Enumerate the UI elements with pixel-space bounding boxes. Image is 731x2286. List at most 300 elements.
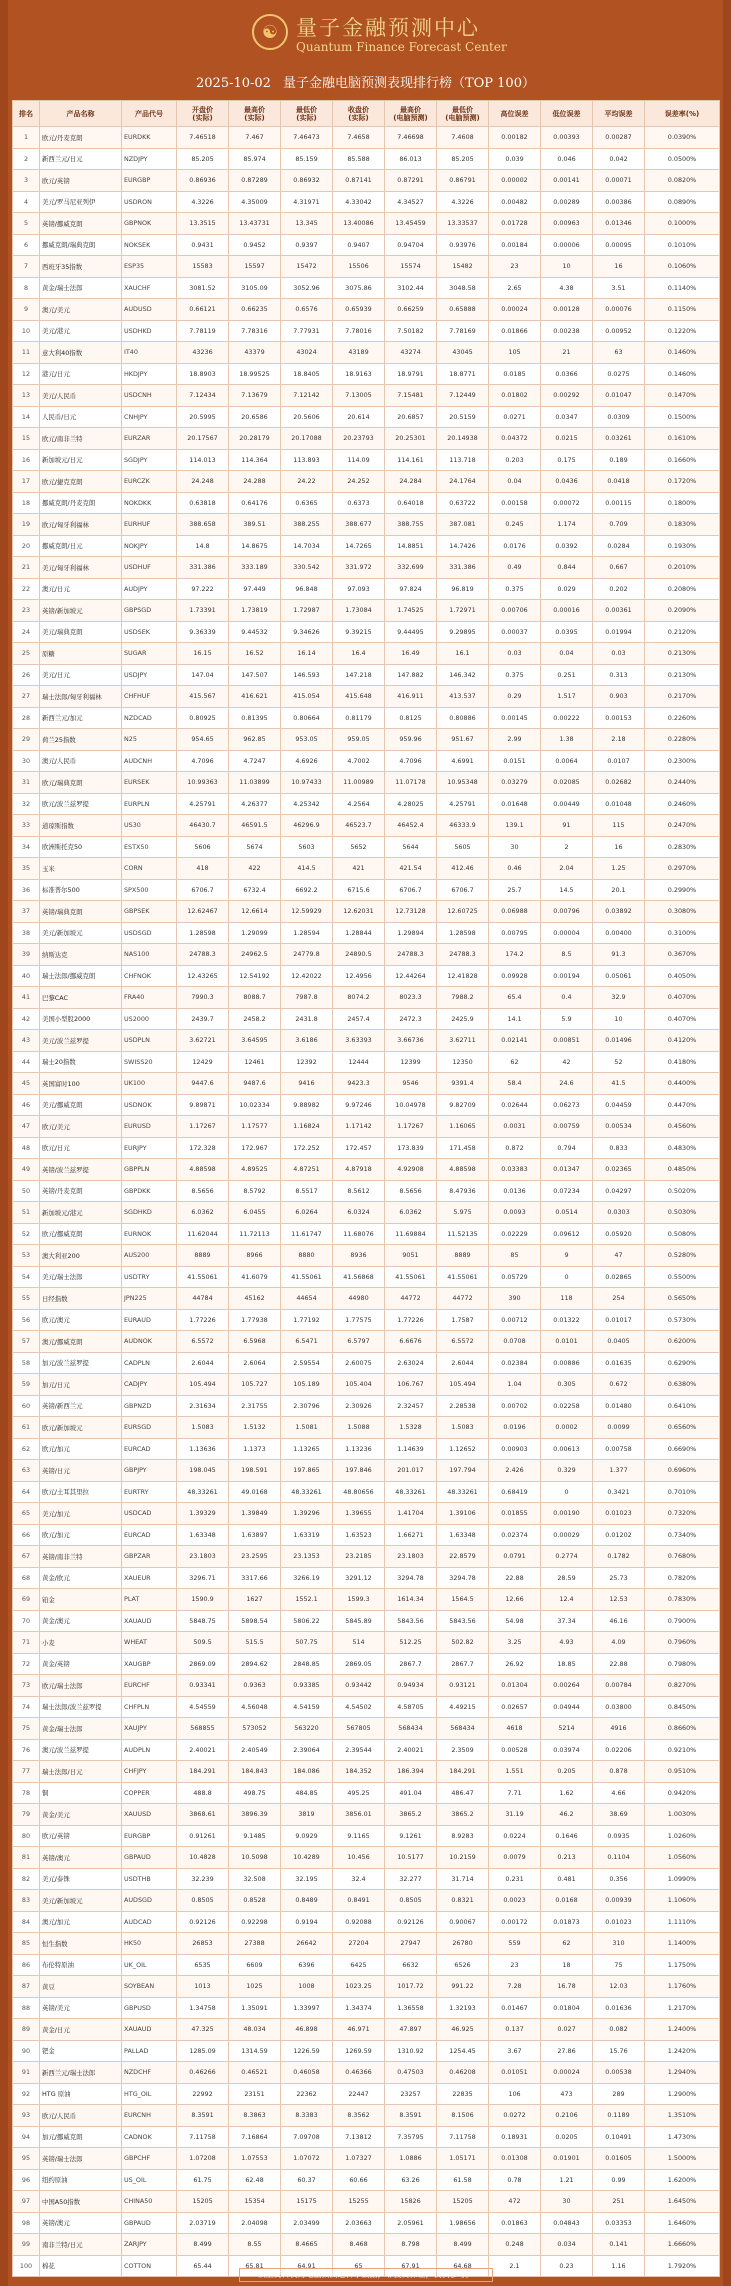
table-cell: CHINA50 xyxy=(122,2191,177,2213)
table-cell: 65 xyxy=(333,2255,385,2277)
table-row xyxy=(13,342,720,364)
table-cell: 1.73819 xyxy=(229,600,281,622)
table-cell: 14.8675 xyxy=(229,535,281,557)
table-cell: 黄金/日元 xyxy=(40,2019,122,2041)
table-cell: 44772 xyxy=(385,1288,437,1310)
table-cell: 44980 xyxy=(333,1288,385,1310)
table-cell: 89 xyxy=(13,2019,40,2041)
table-cell: EURCNH xyxy=(122,2105,177,2127)
table-cell: 43274 xyxy=(385,342,437,364)
table-cell: 4.89525 xyxy=(229,1159,281,1181)
table-row xyxy=(13,557,720,579)
table-cell: 0.18931 xyxy=(489,2126,541,2148)
table-cell: 42 xyxy=(541,1051,593,1073)
table-cell: 2472.3 xyxy=(385,1008,437,1030)
table-cell: PALLAD xyxy=(122,2040,177,2062)
table-cell: 0.0405 xyxy=(593,1331,645,1353)
table-cell: 106 xyxy=(489,2083,541,2105)
table-cell: 49 xyxy=(13,1159,40,1181)
table-cell: 7.15481 xyxy=(385,385,437,407)
table-cell: 0.9431 xyxy=(177,234,229,256)
table-cell: USDPLN xyxy=(122,1030,177,1052)
table-cell: 9447.6 xyxy=(177,1073,229,1095)
table-cell: 51 xyxy=(13,1202,40,1224)
table-cell: CHFNOK xyxy=(122,965,177,987)
table-row xyxy=(13,1868,720,1890)
table-cell: 1590.9 xyxy=(177,1589,229,1611)
table-cell: 76 xyxy=(13,1739,40,1761)
table-cell: 0.0093 xyxy=(489,1202,541,1224)
table-cell: 389.51 xyxy=(229,514,281,536)
table-cell: 46.16 xyxy=(593,1610,645,1632)
table-row xyxy=(13,234,720,256)
table-cell: 0.02258 xyxy=(541,1395,593,1417)
table-cell: 15597 xyxy=(229,256,281,278)
table-cell: 90 xyxy=(13,2040,40,2062)
table-cell: 5652 xyxy=(333,836,385,858)
table-cell: 9.0929 xyxy=(281,1825,333,1847)
table-cell: 6535 xyxy=(177,1954,229,1976)
table-cell: 0.02644 xyxy=(489,1094,541,1116)
table-cell: 11.61747 xyxy=(281,1223,333,1245)
table-cell: 38 xyxy=(13,922,40,944)
table-cell: XAUUSD xyxy=(122,1804,177,1826)
table-cell: 4.31971 xyxy=(281,191,333,213)
table-cell: 美国小型股2000 xyxy=(40,1008,122,1030)
table-cell: 0.02365 xyxy=(593,1159,645,1181)
table-cell: 48.33261 xyxy=(437,1481,489,1503)
table-cell: 1.07208 xyxy=(177,2148,229,2170)
table-cell: 52 xyxy=(593,1051,645,1073)
table-row xyxy=(13,2105,720,2127)
table-cell: 恒生指数 xyxy=(40,1933,122,1955)
table-cell: 4.25342 xyxy=(281,793,333,815)
report-title-text: 量子金融电脑预测表现排行榜（TOP 100） xyxy=(282,76,535,91)
table-cell: 48.33261 xyxy=(281,1481,333,1503)
table-cell: 1.551 xyxy=(489,1761,541,1783)
table-cell: 4.54559 xyxy=(177,1696,229,1718)
table-row xyxy=(13,1374,720,1396)
table-cell: 4618 xyxy=(489,1718,541,1740)
table-cell: 0.01017 xyxy=(593,1309,645,1331)
table-cell: 9.34626 xyxy=(281,621,333,643)
table-cell: 0.00702 xyxy=(489,1395,541,1417)
table-cell: 0.01873 xyxy=(541,1911,593,1933)
table-cell: 16.49 xyxy=(385,643,437,665)
table-cell: 98 xyxy=(13,2212,40,2234)
table-cell: 9.97246 xyxy=(333,1094,385,1116)
table-cell: 18 xyxy=(13,492,40,514)
table-cell: 91 xyxy=(541,815,593,837)
table-cell: 0.375 xyxy=(489,578,541,600)
table-cell: 105.494 xyxy=(177,1374,229,1396)
table-cell: 0.5280% xyxy=(645,1245,720,1267)
table-row xyxy=(13,922,720,944)
table-cell: 59 xyxy=(13,1374,40,1396)
table-cell: 0.0820% xyxy=(645,170,720,192)
table-cell: 4.54159 xyxy=(281,1696,333,1718)
table-cell: 0.029 xyxy=(541,578,593,600)
table-cell: 0.04459 xyxy=(593,1094,645,1116)
table-row xyxy=(13,191,720,213)
table-cell: 美元/罗马尼亚列伊 xyxy=(40,191,122,213)
table-cell: 1.17142 xyxy=(333,1116,385,1138)
table-row xyxy=(13,1847,720,1869)
table-cell: 1.5000% xyxy=(645,2148,720,2170)
table-cell: 6.5572 xyxy=(177,1331,229,1353)
table-row xyxy=(13,2126,720,2148)
table-cell: 146.593 xyxy=(281,664,333,686)
table-cell: 0.3100% xyxy=(645,922,720,944)
table-cell: 0.00194 xyxy=(541,965,593,987)
table-cell: 0.0272 xyxy=(489,2105,541,2127)
table-cell: 8880 xyxy=(281,1245,333,1267)
table-cell: 1.07327 xyxy=(333,2148,385,2170)
table-cell: 0.00145 xyxy=(489,707,541,729)
table-cell: USDHUF xyxy=(122,557,177,579)
table-cell: 0.01322 xyxy=(541,1309,593,1331)
table-cell: 0.93976 xyxy=(437,234,489,256)
table-cell: 3856.01 xyxy=(333,1804,385,1826)
table-cell: 184.843 xyxy=(229,1761,281,1783)
table-cell: 4.6991 xyxy=(437,750,489,772)
table-cell: 英镑/瑞士法郎 xyxy=(40,2148,122,2170)
table-cell: 1.29894 xyxy=(385,922,437,944)
table-cell: 34 xyxy=(13,836,40,858)
table-cell: 22992 xyxy=(177,2083,229,2105)
table-cell: AUDUSD xyxy=(122,299,177,321)
table-cell: CHFHUF xyxy=(122,686,177,708)
table-cell: 2867.7 xyxy=(385,1653,437,1675)
table-cell: 5843.56 xyxy=(385,1610,437,1632)
table-cell: 41.5 xyxy=(593,1073,645,1095)
table-cell: 86 xyxy=(13,1954,40,1976)
table-cell: 7.12449 xyxy=(437,385,489,407)
table-cell: 欧元/英镑 xyxy=(40,170,122,192)
table-row xyxy=(13,772,720,794)
table-cell: 0.0791 xyxy=(489,1546,541,1568)
table-cell: 254 xyxy=(593,1288,645,1310)
table-cell: 0.86791 xyxy=(437,170,489,192)
table-cell: 钯金 xyxy=(40,2040,122,2062)
table-cell: 澳元/挪威克朗 xyxy=(40,1331,122,1353)
table-cell: 62 xyxy=(13,1438,40,1460)
table-cell: 7.13679 xyxy=(229,385,281,407)
table-cell: 10.2159 xyxy=(437,1847,489,1869)
table-cell: 0.09612 xyxy=(541,1223,593,1245)
table-cell: 4.7096 xyxy=(177,750,229,772)
table-cell: 97.824 xyxy=(385,578,437,600)
table-cell: 1.39849 xyxy=(229,1503,281,1525)
table-cell: 0.2106 xyxy=(541,2105,593,2127)
table-cell: 12.62031 xyxy=(333,901,385,923)
table-cell: 0.03892 xyxy=(593,901,645,923)
table-cell: ZARJPY xyxy=(122,2234,177,2256)
table-cell: 12.53 xyxy=(593,1589,645,1611)
table-row xyxy=(13,858,720,880)
table-cell: 0.7680% xyxy=(645,1546,720,1568)
table-cell: 16.15 xyxy=(177,643,229,665)
table-cell: 欧元/加元 xyxy=(40,1438,122,1460)
table-cell: 0.205 xyxy=(541,1761,593,1783)
table-cell: 31.714 xyxy=(437,1868,489,1890)
table-cell: 22 xyxy=(13,578,40,600)
table-cell: 2.03499 xyxy=(281,2212,333,2234)
table-cell: 4.6926 xyxy=(281,750,333,772)
table-cell: 23257 xyxy=(385,2083,437,2105)
table-cell: 60 xyxy=(13,1395,40,1417)
table-row xyxy=(13,1933,720,1955)
table-cell: 106.767 xyxy=(385,1374,437,1396)
table-cell: 2.28538 xyxy=(437,1395,489,1417)
table-cell: 105.727 xyxy=(229,1374,281,1396)
table-cell: 1.33997 xyxy=(281,1997,333,2019)
table-cell: 新加坡元/港元 xyxy=(40,1202,122,1224)
table-row xyxy=(13,1094,720,1116)
report-title xyxy=(8,72,723,91)
table-cell: 198.591 xyxy=(229,1460,281,1482)
table-cell: 1.38 xyxy=(541,729,593,751)
table-cell: 9.82709 xyxy=(437,1094,489,1116)
table-cell: 1.7920% xyxy=(645,2255,720,2277)
table-cell: 9487.6 xyxy=(229,1073,281,1095)
table-cell: 46333.9 xyxy=(437,815,489,837)
table-cell: 英镑/南非兰特 xyxy=(40,1546,122,1568)
table-cell: 1.39655 xyxy=(333,1503,385,1525)
table-cell: 16.14 xyxy=(281,643,333,665)
table-cell: 欧元/丹麦克朗 xyxy=(40,127,122,149)
table-cell: 5674 xyxy=(229,836,281,858)
table-cell: 9 xyxy=(541,1245,593,1267)
table-cell: 1.34374 xyxy=(333,1997,385,2019)
table-cell: 58 xyxy=(13,1352,40,1374)
table-cell: GBPAUD xyxy=(122,2212,177,2234)
table-cell: 415.054 xyxy=(281,686,333,708)
table-cell: 14.7034 xyxy=(281,535,333,557)
table-cell: 7.28 xyxy=(489,1976,541,1998)
table-cell: 7.12142 xyxy=(281,385,333,407)
table-cell: 4.56048 xyxy=(229,1696,281,1718)
table-cell: 0.00851 xyxy=(541,1030,593,1052)
table-cell: UK100 xyxy=(122,1073,177,1095)
table-cell: 1.77938 xyxy=(229,1309,281,1331)
table-cell: 22447 xyxy=(333,2083,385,2105)
table-cell: 0.6560% xyxy=(645,1417,720,1439)
table-cell: 24788.3 xyxy=(177,944,229,966)
table-cell: 欧元/瑞士法郎 xyxy=(40,1675,122,1697)
table-cell: 1.0030% xyxy=(645,1804,720,1826)
table-cell: 13.345 xyxy=(281,213,333,235)
table-cell: 3048.58 xyxy=(437,277,489,299)
table-cell: 388.658 xyxy=(177,514,229,536)
table-cell: 18.8405 xyxy=(281,363,333,385)
table-cell: 387.081 xyxy=(437,514,489,536)
table-cell: 1.21 xyxy=(541,2169,593,2191)
table-cell: 0.9420% xyxy=(645,1782,720,1804)
table-cell: 147.04 xyxy=(177,664,229,686)
table-cell: 3.63393 xyxy=(333,1030,385,1052)
table-cell: 11 xyxy=(13,342,40,364)
table-cell: 48.80656 xyxy=(333,1481,385,1503)
table-cell: GBPDKK xyxy=(122,1180,177,1202)
table-cell: 1.2400% xyxy=(645,2019,720,2041)
table-cell: 41.56868 xyxy=(333,1266,385,1288)
table-cell: 0.02865 xyxy=(593,1266,645,1288)
table-cell: 20.5159 xyxy=(437,406,489,428)
table-cell: 1017.72 xyxy=(385,1976,437,1998)
table-cell: 7.78016 xyxy=(333,320,385,342)
table-cell: 0.5080% xyxy=(645,1223,720,1245)
table-cell: 40 xyxy=(13,965,40,987)
table-cell: 332.699 xyxy=(385,557,437,579)
table-cell: 4.7002 xyxy=(333,750,385,772)
table-cell: 85.205 xyxy=(177,148,229,170)
table-row xyxy=(13,944,720,966)
table-cell: 0.213 xyxy=(541,1847,593,1869)
table-cell: WHEAT xyxy=(122,1632,177,1654)
table-cell: 0.00534 xyxy=(593,1116,645,1138)
table-cell: 46.925 xyxy=(437,2019,489,2041)
table-row xyxy=(13,299,720,321)
table-cell: 0.66235 xyxy=(229,299,281,321)
table-row xyxy=(13,1782,720,1804)
table-cell: 6.0264 xyxy=(281,1202,333,1224)
table-cell: 0.0079 xyxy=(489,1847,541,1869)
table-cell: 0.00153 xyxy=(593,707,645,729)
table-cell: 4.33042 xyxy=(333,191,385,213)
table-row xyxy=(13,578,720,600)
table-cell: 0.00095 xyxy=(593,234,645,256)
table-cell: 澳元/美元 xyxy=(40,299,122,321)
table-cell: 92 xyxy=(13,2083,40,2105)
table-row xyxy=(13,213,720,235)
table-cell: 6632 xyxy=(385,1954,437,1976)
table-cell: EURNOK xyxy=(122,1223,177,1245)
table-cell: GBPJPY xyxy=(122,1460,177,1482)
table-cell: 欧元/挪威克朗 xyxy=(40,1223,122,1245)
table-cell: 9.89871 xyxy=(177,1094,229,1116)
table-cell: 7.11758 xyxy=(437,2126,489,2148)
table-cell: 331.972 xyxy=(333,557,385,579)
table-cell: 1.17577 xyxy=(229,1116,281,1138)
table-cell: CNHJPY xyxy=(122,406,177,428)
table-cell: 19 xyxy=(13,514,40,536)
table-row xyxy=(13,1589,720,1611)
table-cell: 原糖 xyxy=(40,643,122,665)
table-row xyxy=(13,750,720,772)
table-row xyxy=(13,879,720,901)
table-cell: 2.04098 xyxy=(229,2212,281,2234)
table-row xyxy=(13,2083,720,2105)
table-cell: 欧元/南非兰特 xyxy=(40,428,122,450)
table-row xyxy=(13,1804,720,1826)
table-cell: 0.80886 xyxy=(437,707,489,729)
table-cell: 422 xyxy=(229,858,281,880)
table-cell: 0.03974 xyxy=(541,1739,593,1761)
table-cell: 0.80664 xyxy=(281,707,333,729)
table-cell: 85.159 xyxy=(281,148,333,170)
table-cell: 49.0168 xyxy=(229,1481,281,1503)
table-cell: 1.0990% xyxy=(645,1868,720,1890)
table-cell: 197.865 xyxy=(281,1460,333,1482)
table-cell: 6 xyxy=(13,234,40,256)
table-cell: 黄金/瑞士法郎 xyxy=(40,277,122,299)
table-cell: 20.6586 xyxy=(229,406,281,428)
table-cell: 0.94704 xyxy=(385,234,437,256)
table-cell: 3294.78 xyxy=(385,1567,437,1589)
table-cell: 0.00024 xyxy=(541,2062,593,2084)
table-cell: 12.60725 xyxy=(437,901,489,923)
table-cell: 9051 xyxy=(385,1245,437,1267)
table-cell: 47 xyxy=(593,1245,645,1267)
table-cell: 959.96 xyxy=(385,729,437,751)
table-row xyxy=(13,729,720,751)
report-date: 2025-10-02 xyxy=(196,76,271,91)
table-cell: EURZAR xyxy=(122,428,177,450)
table-cell: 美元/瑞士法郎 xyxy=(40,1266,122,1288)
table-cell: 16.1 xyxy=(437,643,489,665)
table-cell: 502.82 xyxy=(437,1632,489,1654)
table-cell: 0.4050% xyxy=(645,965,720,987)
table-cell: 7.4658 xyxy=(333,127,385,149)
table-cell: 67.91 xyxy=(385,2255,437,2277)
table-cell: 2.31634 xyxy=(177,1395,229,1417)
table-cell: 6732.4 xyxy=(229,879,281,901)
table-row xyxy=(13,1632,720,1654)
table-cell: 7.46518 xyxy=(177,127,229,149)
table-cell: 12.62467 xyxy=(177,901,229,923)
table-cell: 14.7426 xyxy=(437,535,489,557)
table-cell: 8.9283 xyxy=(437,1825,489,1847)
table-cell: 4.49215 xyxy=(437,1696,489,1718)
table-cell: 0.00528 xyxy=(489,1739,541,1761)
table-cell: 96 xyxy=(13,2169,40,2191)
table-cell: 澳元/波兰兹罗提 xyxy=(40,1739,122,1761)
table-cell: 43189 xyxy=(333,342,385,364)
table-cell: 0.0205 xyxy=(541,2126,593,2148)
table-cell: 77 xyxy=(13,1761,40,1783)
table-row xyxy=(13,2148,720,2170)
table-cell: 1.16 xyxy=(593,2255,645,2277)
table-cell: 14.8851 xyxy=(385,535,437,557)
table-cell: 10 xyxy=(541,256,593,278)
table-cell: PLAT xyxy=(122,1589,177,1611)
table-cell: 9423.3 xyxy=(333,1073,385,1095)
table-cell: 83 xyxy=(13,1890,40,1912)
brand-name-en: Quantum Finance Forecast Center xyxy=(296,40,507,54)
table-cell: 7.13005 xyxy=(333,385,385,407)
table-cell: 8.468 xyxy=(333,2234,385,2256)
table-cell: 43 xyxy=(13,1030,40,1052)
table-cell: 186.394 xyxy=(385,1761,437,1783)
table-cell: 9.36339 xyxy=(177,621,229,643)
table-cell: 24 xyxy=(13,621,40,643)
table-cell: 1023.25 xyxy=(333,1976,385,1998)
table-cell: 23 xyxy=(489,1954,541,1976)
table-cell: 27 xyxy=(13,686,40,708)
table-cell: 22835 xyxy=(437,2083,489,2105)
table-cell: 18.8903 xyxy=(177,363,229,385)
table-cell: 0.0890% xyxy=(645,191,720,213)
table-cell: 8889 xyxy=(177,1245,229,1267)
table-cell: 172.457 xyxy=(333,1137,385,1159)
table-cell: 172.328 xyxy=(177,1137,229,1159)
table-cell: 1.28844 xyxy=(333,922,385,944)
table-cell: 15506 xyxy=(333,256,385,278)
table-cell: 0.0196 xyxy=(489,1417,541,1439)
table-cell: 6.5968 xyxy=(229,1331,281,1353)
table-cell: 1.17267 xyxy=(385,1116,437,1138)
